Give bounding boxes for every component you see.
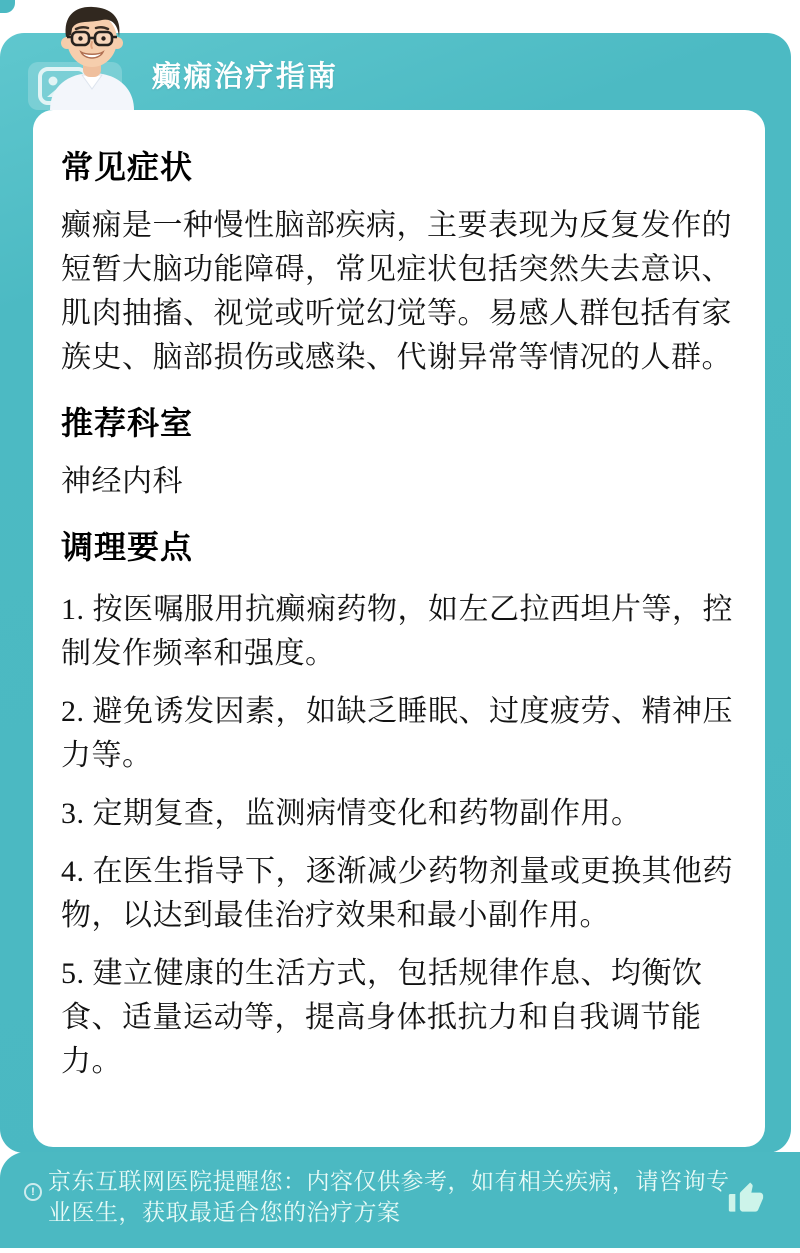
thumbs-up-icon[interactable] — [726, 1176, 766, 1223]
list-item — [61, 792, 737, 836]
list-item-number: 5. — [61, 957, 85, 990]
section-heading-symptoms: 常见症状 — [61, 149, 194, 185]
list-item-number: 4. — [61, 855, 85, 888]
care-list — [61, 588, 737, 1084]
content-card — [33, 110, 765, 1147]
page-title: 癫痫治疗指南 — [152, 61, 339, 93]
list-item-text: 建立健康的生活方式，包括规律作息、均衡饮食、适量运动等，提高身体抵抗力和自我调节能力。 — [61, 957, 703, 1078]
list-item — [61, 850, 737, 938]
list-item-number: 1. — [61, 593, 85, 626]
list-item-text: 定期复查，监测病情变化和药物副作用。 — [92, 797, 642, 830]
corner-accent — [0, 0, 15, 13]
list-item — [61, 690, 737, 778]
list-item-number: 2. — [61, 695, 85, 728]
list-item — [61, 952, 737, 1084]
symptoms-paragraph: 癫痫是一种慢性脑部疾病，主要表现为反复发作的短暂大脑功能障碍，常见症状包括突然失去意识、肌肉抽搐、视觉或听觉幻觉等。易感人群包括有家族史、脑部损伤或感染、代谢异常等情况的人群。 — [61, 209, 732, 374]
list-item-number: 3. — [61, 797, 85, 830]
info-icon: ! — [24, 1183, 42, 1201]
doctor-avatar — [38, 5, 146, 110]
section-heading-care: 调理要点 — [61, 529, 194, 565]
list-item-text: 按医嘱服用抗癫痫药物，如左乙拉西坦片等，控制发作频率和强度。 — [61, 593, 733, 670]
section-heading-department: 推荐科室 — [61, 405, 194, 441]
list-item-text: 在医生指导下，逐渐减少药物剂量或更换其他药物，以达到最佳治疗效果和最小副作用。 — [61, 855, 733, 932]
list-item-text: 避免诱发因素，如缺乏睡眠、过度疲劳、精神压力等。 — [61, 695, 733, 772]
list-item — [61, 588, 737, 676]
disclaimer-text: 京东互联网医院提醒您：内容仅供参考，如有相关疾病，请咨询专业医生，获取最适合您的治疗方案 — [48, 1168, 730, 1225]
department-text: 神经内科 — [61, 465, 183, 498]
